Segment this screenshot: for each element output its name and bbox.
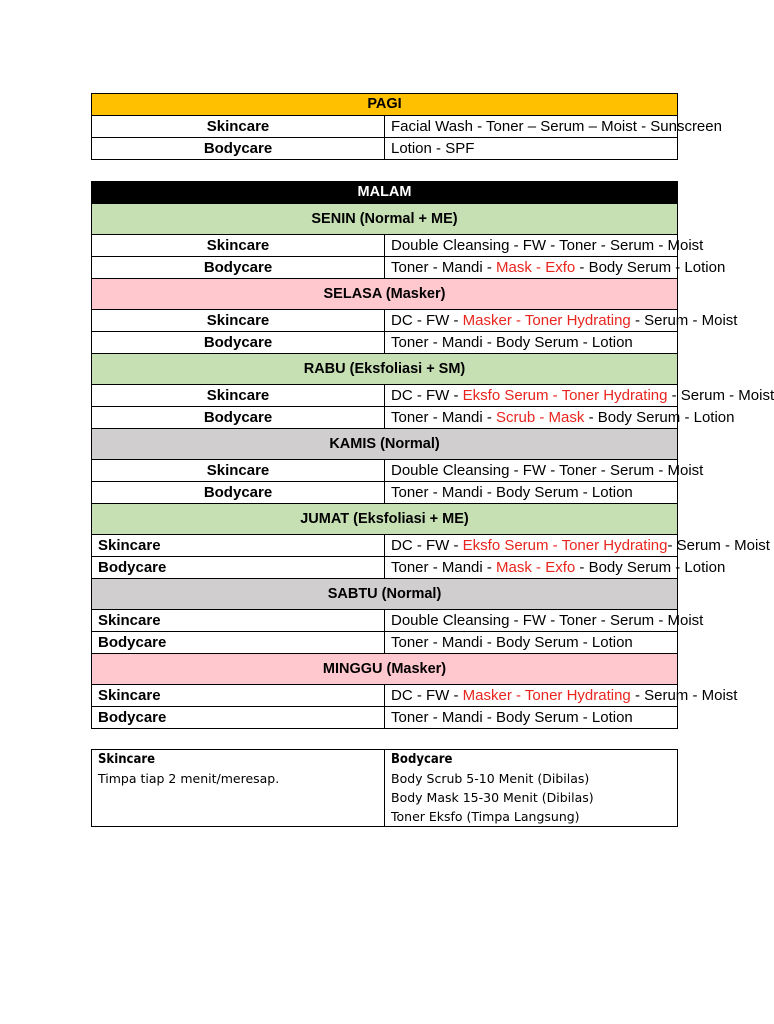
step-text: - Serum - Moist xyxy=(667,387,774,404)
routine-row xyxy=(92,557,678,579)
pagi-title: PAGI xyxy=(92,94,678,116)
routine-label: Skincare xyxy=(92,535,385,557)
malam-header-row xyxy=(92,182,678,204)
routine-row xyxy=(92,385,678,407)
bodycare-note-line: Body Mask 15-30 Menit (Dibilas) xyxy=(391,790,594,805)
step-text: DC - FW - xyxy=(391,537,463,554)
routine-steps xyxy=(385,385,774,407)
step-text: DC - FW - xyxy=(391,387,463,404)
step-text: Double Cleansing - FW - Toner - Serum - Moist xyxy=(391,612,704,629)
step-text: Double Cleansing - FW - Toner - Serum - Moist xyxy=(391,462,704,479)
bodycare-notes-title: Bodycare xyxy=(391,752,453,767)
step-text: Toner - Mandi - Body Serum - Lotion xyxy=(391,709,633,726)
step-text: - Body Serum - Lotion xyxy=(584,409,735,426)
day-name: SELASA (Masker) xyxy=(92,279,678,310)
routine-steps xyxy=(385,685,738,707)
step-text: Toner - Mandi - xyxy=(391,559,497,576)
routine-steps xyxy=(385,116,722,138)
day-name: SENIN (Normal + ME) xyxy=(92,204,678,235)
routine-row xyxy=(92,257,678,279)
day-name: MINGGU (Masker) xyxy=(92,654,678,685)
step-text: - Body Serum - Lotion xyxy=(575,259,726,276)
routine-steps xyxy=(385,632,678,654)
routine-label: Skincare xyxy=(92,685,385,707)
step-text: DC - FW - xyxy=(391,312,463,329)
routine-steps xyxy=(385,482,678,504)
step-text: Toner - Mandi - Body Serum - Lotion xyxy=(391,634,633,651)
routine-label: Skincare xyxy=(92,385,385,407)
routine-label: Bodycare xyxy=(92,482,385,504)
day-header-row xyxy=(92,354,678,385)
step-text: - Serum - Moist xyxy=(630,312,738,329)
day-name: SABTU (Normal) xyxy=(92,579,678,610)
step-text: Toner - Mandi - xyxy=(391,259,497,276)
routine-row xyxy=(92,610,678,632)
bodycare-note-line: Toner Eksfo (Timpa Langsung) xyxy=(391,809,580,824)
routine-row xyxy=(92,332,678,354)
pagi-header-row xyxy=(92,94,678,116)
routine-row xyxy=(92,235,678,257)
routine-row xyxy=(92,482,678,504)
routine-label: Bodycare xyxy=(92,707,385,729)
routine-steps xyxy=(385,407,735,429)
step-text: DC - FW - xyxy=(391,687,463,704)
day-header-row xyxy=(92,579,678,610)
routine-steps xyxy=(385,707,678,729)
routine-steps xyxy=(385,257,726,279)
day-header-row xyxy=(92,204,678,235)
step-text: Toner - Mandi - Body Serum - Lotion xyxy=(391,334,633,351)
highlight-step: Eksfo Serum - Toner Hydrating xyxy=(462,387,668,404)
day-name: RABU (Eksfoliasi + SM) xyxy=(92,354,678,385)
routine-label: Bodycare xyxy=(92,632,385,654)
step-text: Lotion - SPF xyxy=(391,140,475,157)
routine-steps xyxy=(385,138,678,160)
routine-row xyxy=(92,632,678,654)
routine-label: Bodycare xyxy=(92,257,385,279)
routine-label: Skincare xyxy=(92,235,385,257)
step-text: - Body Serum - Lotion xyxy=(575,559,726,576)
highlight-step: Masker - Toner Hydrating xyxy=(462,687,631,704)
routine-row xyxy=(92,116,678,138)
routine-row xyxy=(92,685,678,707)
routine-steps xyxy=(385,332,678,354)
day-header-row xyxy=(92,429,678,460)
skincare-notes-title: Skincare xyxy=(98,752,156,767)
routine-row xyxy=(92,707,678,729)
routine-steps xyxy=(385,535,770,557)
routine-label: Bodycare xyxy=(92,332,385,354)
bodycare-notes-cell xyxy=(385,750,678,827)
step-text: - Serum - Moist xyxy=(630,687,738,704)
day-name: KAMIS (Normal) xyxy=(92,429,678,460)
routine-label: Skincare xyxy=(92,310,385,332)
step-text: - Serum - Moist xyxy=(667,537,770,554)
routine-label: Bodycare xyxy=(92,138,385,160)
routine-steps xyxy=(385,610,704,632)
routine-label: Skincare xyxy=(92,610,385,632)
day-name: JUMAT (Eksfoliasi + ME) xyxy=(92,504,678,535)
step-text: Facial Wash - Toner – Serum – Moist - Sunscreen xyxy=(391,118,722,135)
step-text: Toner - Mandi - Body Serum - Lotion xyxy=(391,484,633,501)
malam-title: MALAM xyxy=(92,182,678,204)
highlight-step: Eksfo Serum - Toner Hydrating xyxy=(462,537,668,554)
skincare-note-line: Timpa tiap 2 menit/meresap. xyxy=(98,771,280,786)
step-text: Double Cleansing - FW - Toner - Serum - Moist xyxy=(391,237,704,254)
notes-table xyxy=(91,749,678,827)
routine-steps xyxy=(385,460,704,482)
routine-label: Bodycare xyxy=(92,407,385,429)
highlight-step: Scrub - Mask xyxy=(496,409,585,426)
routine-steps xyxy=(385,557,726,579)
routine-steps xyxy=(385,235,704,257)
routine-label: Skincare xyxy=(92,460,385,482)
routine-row xyxy=(92,138,678,160)
notes-row xyxy=(92,750,678,827)
day-header-row xyxy=(92,279,678,310)
skincare-notes-cell xyxy=(92,750,385,827)
routine-row xyxy=(92,407,678,429)
day-header-row xyxy=(92,654,678,685)
step-text: Toner - Mandi - xyxy=(391,409,497,426)
routine-row xyxy=(92,460,678,482)
highlight-step: Mask - Exfo xyxy=(496,259,576,276)
day-header-row xyxy=(92,504,678,535)
highlight-step: Masker - Toner Hydrating xyxy=(462,312,631,329)
routine-row xyxy=(92,535,678,557)
routine-label: Bodycare xyxy=(92,557,385,579)
malam-table xyxy=(91,181,774,729)
routine-row xyxy=(92,310,678,332)
routine-label: Skincare xyxy=(92,116,385,138)
routine-steps xyxy=(385,310,738,332)
pagi-table xyxy=(91,93,722,160)
bodycare-note-line: Body Scrub 5-10 Menit (Dibilas) xyxy=(391,771,590,786)
highlight-step: Mask - Exfo xyxy=(496,559,576,576)
